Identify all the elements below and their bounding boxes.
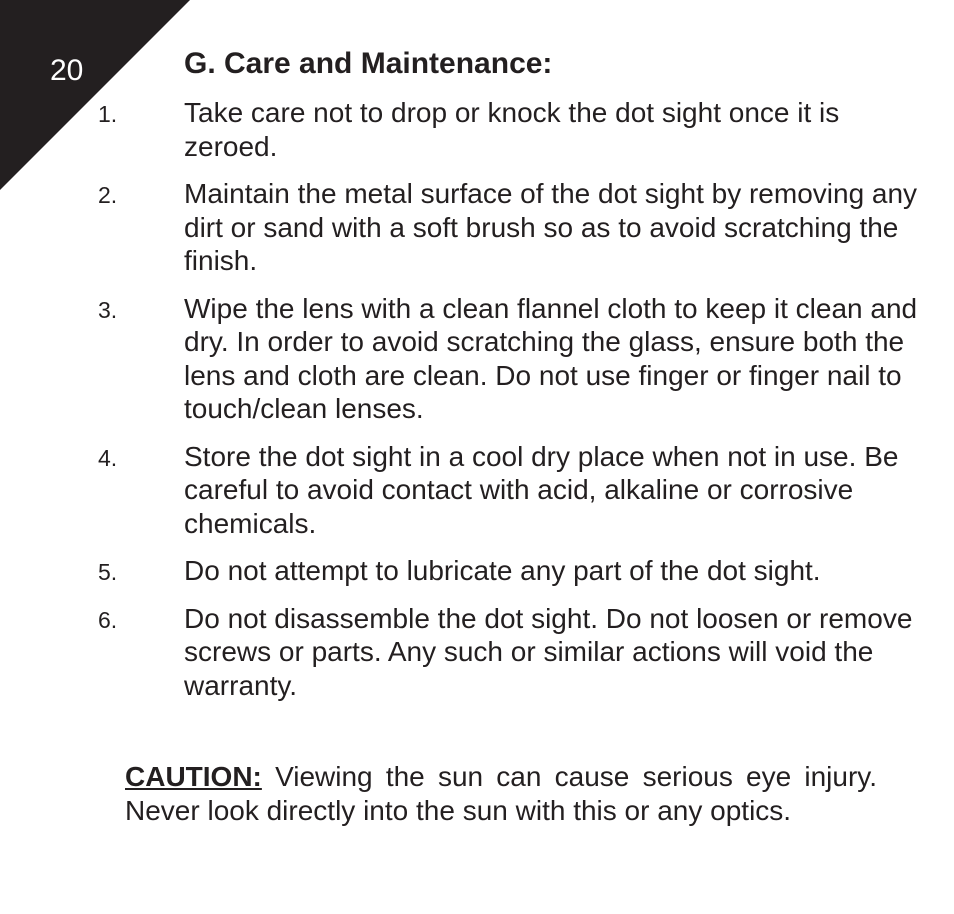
maintenance-list xyxy=(0,96,954,716)
section-title: G. Care and Maintenance: xyxy=(184,47,553,80)
list-item-number: 5. xyxy=(98,559,118,585)
list-item xyxy=(0,177,954,278)
list-item xyxy=(0,96,954,163)
list-item-text: Store the dot sight in a cool dry place when not in use. Be careful to avoid contact with acid, alkaline or corrosive chemicals. xyxy=(184,440,899,539)
list-item xyxy=(0,440,954,541)
list-item-text: Wipe the lens with a clean flannel cloth to keep it clean and dry. In order to avoid scratching the glass, ensure both the lens and cloth are clean. Do not use finger or finger nail to touch/clean lenses. xyxy=(184,292,918,424)
list-item-text: Maintain the metal surface of the dot sight by removing any dirt or sand with a soft brush so as to avoid scratching the finish. xyxy=(184,178,918,276)
list-item-number: 4. xyxy=(98,444,118,471)
caution-text: Viewing the sun can cause serious eye injury. Never look directly into the sun with this or any optics. xyxy=(125,761,877,826)
list-item xyxy=(0,554,954,588)
list-item-number: 1. xyxy=(98,101,118,127)
list-item-number: 3. xyxy=(98,296,118,323)
caution-note xyxy=(125,760,877,827)
list-item-text: Do not disassemble the dot sight. Do not loosen or remove screws or parts. Any such or similar actions will void the warranty. xyxy=(184,602,913,701)
page-number: 20 xyxy=(50,54,84,87)
caution-label: CAUTION: xyxy=(125,761,262,792)
list-item-number: 2. xyxy=(98,182,118,208)
list-item xyxy=(0,602,954,703)
list-item xyxy=(0,292,954,426)
list-item-text: Do not attempt to lubricate any part of the dot sight. xyxy=(184,555,821,586)
list-item-text: Take care not to drop or knock the dot sight once it is zeroed. xyxy=(184,97,840,162)
list-item-number: 6. xyxy=(98,606,118,633)
